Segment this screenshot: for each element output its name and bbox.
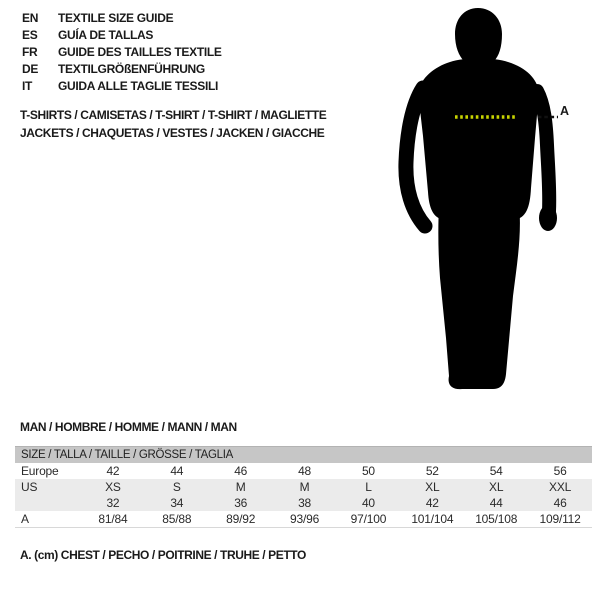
language-list: [22, 10, 222, 95]
size-cell: 42: [400, 495, 464, 511]
product-line-jackets: JACKETS / CHAQUETAS / VESTES / JACKEN / GIACCHE: [20, 125, 325, 140]
size-cell: 50: [361, 464, 375, 478]
size-cell: 93/96: [290, 512, 320, 526]
size-cell: L: [337, 479, 401, 495]
size-table-body: [15, 447, 592, 528]
size-cell: XXL: [528, 479, 592, 495]
size-cell: M: [209, 479, 273, 495]
size-table: [15, 446, 592, 528]
measure-label-a: A: [560, 104, 570, 118]
table-row: [15, 479, 592, 495]
size-cell: 105/108: [475, 512, 518, 526]
language-code: ES: [22, 28, 38, 42]
table-header-label: SIZE / TALLA / TAILLE / GRÖSSE / TAGLIA: [15, 447, 592, 464]
language-label: GUIDA ALLE TAGLIE TESSILI: [58, 79, 219, 93]
language-code: DE: [22, 62, 39, 76]
row-label: Europe: [21, 464, 59, 478]
size-cell: 56: [553, 464, 567, 478]
row-label: A: [21, 512, 29, 526]
row-label: US: [15, 479, 81, 495]
language-label: TEXTILE SIZE GUIDE: [58, 11, 174, 25]
size-cell: 32: [81, 495, 145, 511]
language-row: [22, 78, 222, 95]
size-cell: 81/84: [98, 512, 128, 526]
size-cell: 46: [528, 495, 592, 511]
size-cell: XL: [400, 479, 464, 495]
language-label: TEXTILGRÖßENFÜHRUNG: [58, 62, 205, 76]
silhouette-right-hand: [539, 205, 557, 231]
size-cell: 109/112: [539, 512, 581, 526]
product-types: [20, 107, 326, 142]
size-cell: 54: [489, 464, 503, 478]
size-cell: 85/88: [162, 512, 192, 526]
silhouette-torso: [418, 58, 539, 220]
size-cell: 42: [106, 464, 120, 478]
language-code: EN: [22, 11, 39, 25]
size-cell: 89/92: [226, 512, 256, 526]
language-code: IT: [22, 79, 33, 93]
size-cell: 48: [298, 464, 312, 478]
size-cell: S: [145, 479, 209, 495]
size-cell: 38: [273, 495, 337, 511]
size-cell: 46: [234, 464, 248, 478]
size-cell: XL: [464, 479, 528, 495]
silhouette-right-arm: [537, 91, 549, 211]
table-row: [15, 495, 592, 511]
footer-legend: A. (cm) CHEST / PECHO / POITRINE / TRUHE / PETTO: [20, 548, 306, 562]
language-row: [22, 27, 222, 44]
product-line-tshirts: T-SHIRTS / CAMISETAS / T-SHIRT / T-SHIRT / MAGLIETTE: [20, 108, 327, 122]
table-row: [15, 511, 592, 528]
language-label: GUIDE DES TAILLES TEXTILE: [58, 45, 222, 59]
table-header-row: [15, 447, 592, 464]
size-cell: 36: [209, 495, 273, 511]
language-code: FR: [22, 45, 38, 59]
size-cell: 44: [464, 495, 528, 511]
language-row: [22, 44, 222, 61]
size-cell: 101/104: [411, 512, 454, 526]
size-cell: 34: [145, 495, 209, 511]
row-label: [15, 495, 81, 511]
size-cell: M: [273, 479, 337, 495]
man-silhouette: [398, 6, 578, 396]
language-label: GUÍA DE TALLAS: [58, 28, 154, 42]
language-row: [22, 10, 222, 27]
size-cell: XS: [81, 479, 145, 495]
size-cell: 40: [337, 495, 401, 511]
table-row: [15, 463, 592, 479]
size-cell: 97/100: [350, 512, 387, 526]
language-row: [22, 61, 222, 78]
section-title-man: MAN / HOMBRE / HOMME / MANN / MAN: [20, 420, 237, 434]
size-cell: 44: [170, 464, 184, 478]
silhouette-legs: [438, 204, 520, 389]
size-cell: 52: [425, 464, 439, 478]
